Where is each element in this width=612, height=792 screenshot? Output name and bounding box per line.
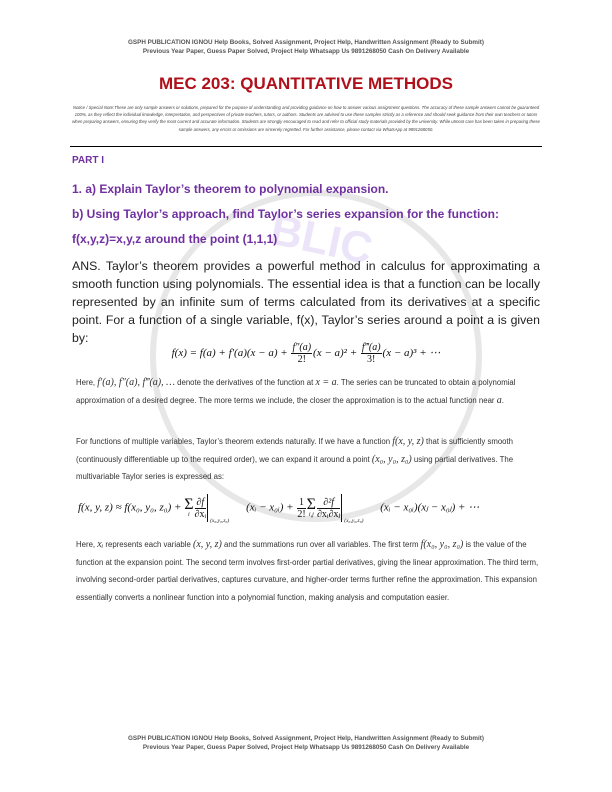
header-line-2: Previous Year Paper, Guess Paper Solved, Project Help Whatsapp Us 9891268050 Cash On Delivery Available bbox=[142, 48, 470, 55]
sigma: Σ bbox=[184, 495, 194, 513]
text: represents each variable bbox=[103, 540, 193, 549]
answer-intro: ANS. Taylor’s theorem provides a powerful method in calculus for approximating a smooth function using polynomials. The essential idea is that a function can be locally represented by an infinite sum of terms calculated from its derivatives at a specific point. For a function of a single variable, f(x), Taylor’s series around a point a is given by: bbox=[72, 259, 540, 345]
footer-line-2: Previous Year Paper, Guess Paper Solved, Project Help Whatsapp Us 9891268050 Cash On Delivery Available bbox=[142, 744, 470, 751]
denominator: 2! bbox=[297, 354, 306, 365]
sum-symbol bbox=[184, 495, 194, 519]
sum-symbol bbox=[306, 495, 316, 519]
text: and the summations run over all variables. The first term bbox=[221, 540, 421, 549]
paragraph-multivariable bbox=[76, 433, 546, 486]
fraction bbox=[297, 497, 305, 520]
divider bbox=[70, 146, 542, 147]
text: denote the derivatives of the function at bbox=[175, 378, 316, 387]
text: For functions of multiple variables, Taylor’s theorem extends naturally. If we have a function bbox=[76, 437, 393, 446]
math: f′(a), f″(a), f‴(a), … bbox=[97, 377, 175, 388]
math: f(x₀, y₀, z₀) bbox=[420, 539, 464, 550]
evaluation-point: (x₀,y₀,z₀) bbox=[344, 518, 364, 524]
paragraph-explanation bbox=[76, 536, 546, 606]
text: is the value of the function at the expansion point. The second term involves first-order partial derivatives, giving the linear approximation. The third term, involving second-order partial derivatives, captures curvature, and higher-order terms further refine the approximation. This expansion essentially converts a nonlinear function into a polynomial function, making analysis and computation easier. bbox=[76, 540, 539, 602]
question-1b: b) Using Taylor’s approach, find Taylor’s series expansion for the function: bbox=[72, 207, 499, 221]
text: Here, bbox=[76, 378, 98, 387]
denominator: 3! bbox=[367, 354, 376, 365]
notice: Notice / Special Note:These are only sample answers or solutions, prepared for the purpose of understanding and providing guidance on how to answer various assignment questions. The accuracy of these sample answers cannot be guaranteed 100%, as they reflect the individual knowledge, interpretation, and perspectives of private teachers, tutors, or authors. Students are advised to use these samples strictly as a reference and should seek guidance from their own teachers or tutors when preparing answers, ensuring they verify the most current and accurate information. Students are strongly encouraged to read and refer to official study materials provided by the university. While utmost care has been taken in preparing these sample answers, any errors or omissions are sincerely regretted. For further assistance, please contact via WhatsApp at 9891268050. bbox=[72, 105, 540, 132]
numerator: ∂f bbox=[196, 496, 205, 508]
math: (x₀, y₀, z₀) bbox=[371, 453, 412, 465]
formula-term: f(x) = f(a) + f′(a)(x − a) + bbox=[171, 347, 291, 360]
header-line-1: GSPH PUBLICATION IGNOU Help Books, Solved Assignment, Project Help, Handwritten Assignment (Ready to Submit) bbox=[128, 39, 484, 46]
math: (x, y, z) bbox=[192, 539, 222, 550]
formula-term: (xᵢ − x₀ᵢ)(xⱼ − x₀ⱼ) + ⋯ bbox=[380, 501, 480, 514]
formula-term: (xᵢ − x₀ᵢ) + bbox=[246, 501, 297, 514]
sigma: Σ bbox=[306, 495, 316, 513]
text: . The series can be truncated to obtain a polynomial approximation of a desired degree. The more terms we include, the closer the approximation is to the actual function near bbox=[76, 378, 516, 405]
fraction bbox=[317, 497, 340, 520]
footer-line-1: GSPH PUBLICATION IGNOU Help Books, Solved Assignment, Project Help, Handwritten Assignment (Ready to Submit) bbox=[128, 735, 484, 742]
fraction bbox=[361, 342, 382, 365]
denominator: 2! bbox=[297, 508, 306, 520]
numerator: 1 bbox=[299, 496, 304, 508]
denominator: ∂xᵢ∂xⱼ bbox=[316, 508, 341, 520]
question-1a: 1. a) Explain Taylor’s theorem to polynomial expansion. bbox=[72, 182, 389, 196]
part-heading: PART I bbox=[72, 155, 105, 166]
formula-term: f(x, y, z) ≈ f(x₀, y₀, z₀) + bbox=[78, 501, 185, 514]
question-function: f(x,y,z)=x,y,z around the point (1,1,1) bbox=[72, 232, 278, 246]
denominator: ∂xᵢ bbox=[194, 508, 207, 520]
evaluation-point: (x₀,y₀,z₀) bbox=[210, 518, 230, 524]
sum-index: i bbox=[188, 511, 190, 518]
numerator: f‴(a) bbox=[361, 342, 381, 353]
text: that is sufficiently smooth (continuously differentiable up to the required order), we can expand it around a point bbox=[76, 437, 514, 464]
text: Here, bbox=[76, 540, 98, 549]
text: using partial derivatives. The multivariable Taylor series is expressed as: bbox=[76, 454, 514, 481]
numerator: f″(a) bbox=[292, 342, 312, 353]
math: xᵢ bbox=[97, 539, 104, 550]
text: . bbox=[501, 395, 504, 405]
page-title: MEC 203: QUANTITATIVE METHODS bbox=[158, 74, 454, 93]
math: f(x, y, z) bbox=[392, 436, 424, 447]
numerator: ∂²f bbox=[317, 497, 340, 509]
evaluation-bar bbox=[341, 494, 376, 522]
taylor-formula-single bbox=[0, 342, 612, 365]
fraction bbox=[195, 497, 207, 520]
paragraph-derivatives bbox=[76, 374, 546, 409]
fraction bbox=[291, 342, 312, 365]
sum-index: i,j bbox=[308, 511, 314, 518]
math: x = a bbox=[315, 377, 337, 388]
formula-term: (x − a)³ + ⋯ bbox=[382, 347, 441, 360]
formula-term: (x − a)² + bbox=[313, 347, 360, 360]
taylor-formula-multivariable bbox=[78, 494, 608, 522]
evaluation-bar bbox=[207, 494, 242, 522]
watermark-text: BLIC bbox=[266, 204, 377, 275]
math: a bbox=[496, 394, 502, 406]
